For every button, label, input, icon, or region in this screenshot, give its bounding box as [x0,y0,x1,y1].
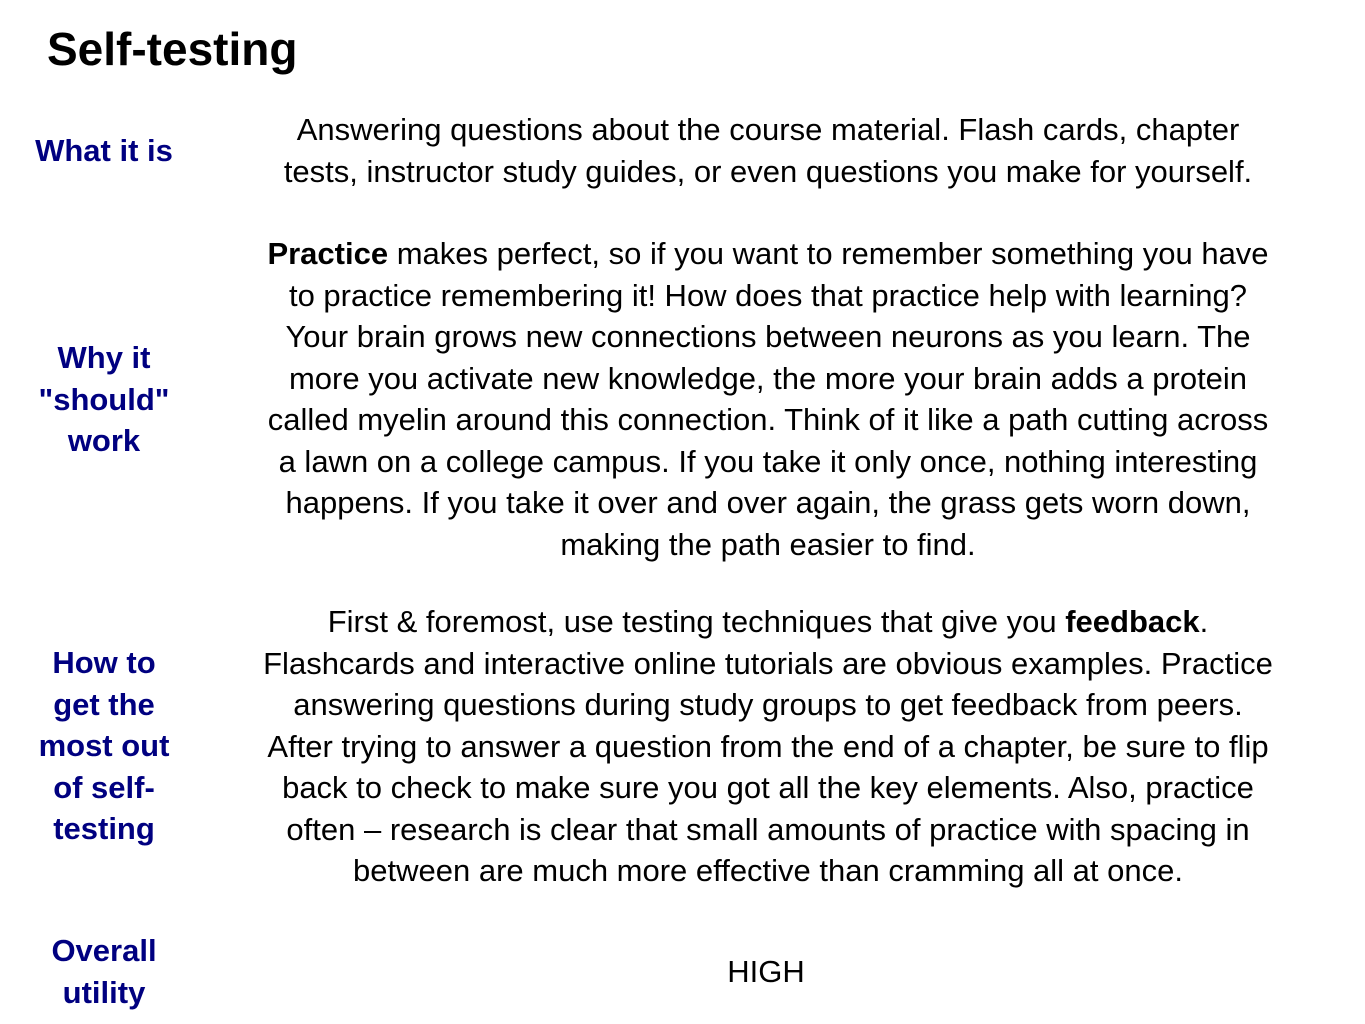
label-line: testing [53,811,155,846]
content-text: . [1199,604,1209,639]
label-line: get the [53,686,155,722]
label-line: utility [62,974,146,1010]
row-content-how-to [198,601,1338,892]
content-line: back to check to make sure you got all the key elements. Also, practice [282,770,1254,805]
label-line: most out [38,728,170,763]
content-line: between are much more effective than cramming all at once. [353,853,1183,888]
utility-rating: HIGH [727,954,805,989]
label-line: of self- [53,769,155,805]
row-label-overall-utility [18,930,190,1013]
row-label-what-it-is [18,130,190,172]
content-line: often – research is clear that small amounts of practice with spacing in [286,811,1250,847]
row-content-why-it-should-work [198,233,1338,565]
content-line: tests, instructor study guides, or even questions you make for yourself. [283,153,1253,189]
page-title: Self-testing [47,23,298,75]
content-line: a lawn on a college campus. If you take it only once, nothing interesting [278,443,1258,479]
row-label-why-it-should-work [18,337,190,462]
label-line: What it is [35,133,173,168]
content-line: more you activate new knowledge, the more your brain adds a protein [288,360,1248,396]
content-line: answering questions during study groups to get feedback from peers. [293,687,1243,722]
content-line: making the path easier to find. [560,526,976,562]
bold-term: Practice [267,236,389,271]
bold-term: feedback [1065,604,1200,639]
label-line: work [67,423,141,458]
row-content-what-it-is [198,109,1338,192]
content-line: Flashcards and interactive online tutorials are obvious examples. Practice [263,645,1273,681]
content-line [198,601,1338,643]
content-line: After trying to answer a question from the end of a chapter, be sure to flip [267,728,1269,764]
row-content-overall-utility [198,951,1334,993]
content-text: First & foremost, use testing techniques that give you [327,604,1066,639]
content-line: called myelin around this connection. Think of it like a path cutting across [267,402,1269,437]
content-line: Answering questions about the course material. Flash cards, chapter [296,112,1240,147]
label-line: "should" [38,381,170,417]
content-line: Your brain grows new connections between neurons as you learn. The [285,319,1251,354]
content-text: makes perfect, so if you want to remember something you have [388,236,1269,271]
content-line: to practice remembering it! How does that practice help with learning? [288,277,1248,313]
label-line: Overall [51,933,157,968]
content-line [198,233,1338,275]
label-line: Why it [57,340,151,375]
content-line: happens. If you take it over and over again, the grass gets worn down, [285,485,1251,520]
row-label-how-to [18,642,190,850]
label-line: How to [52,645,156,680]
